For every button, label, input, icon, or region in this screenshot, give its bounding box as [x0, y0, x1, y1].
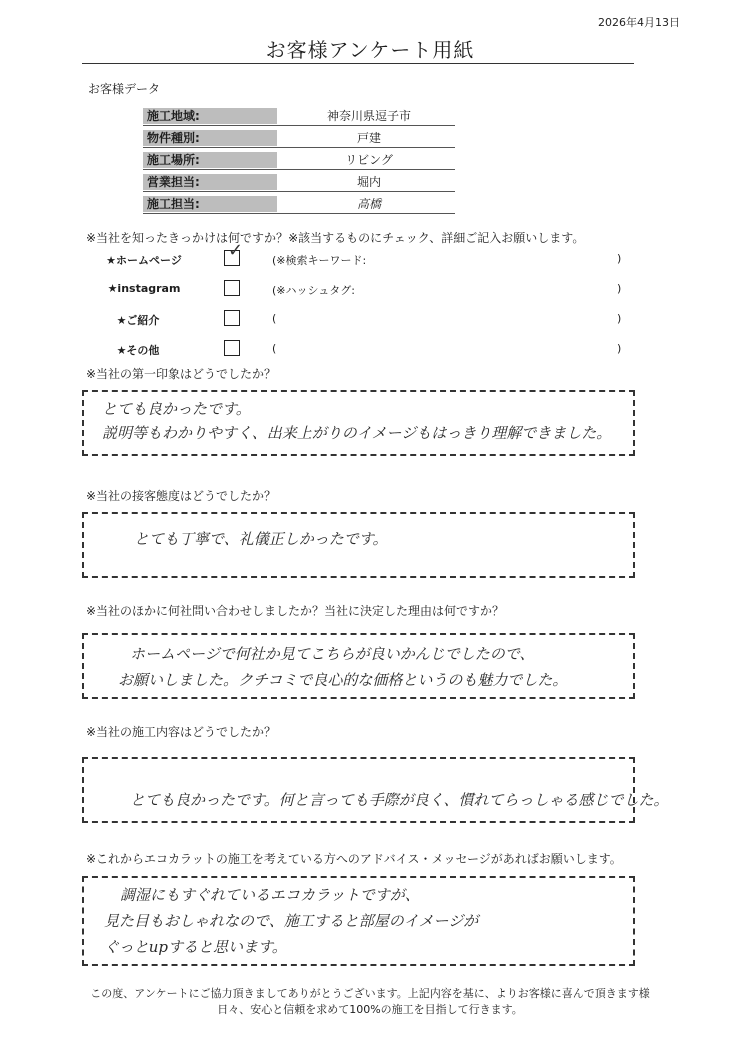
source-options [0, 240, 740, 364]
customer-label: 施工場所: [143, 152, 277, 168]
customer-value-handwritten: 高橋 [356, 197, 381, 211]
handwritten-answer-line: 見た目もおしゃれなので、施工すると部屋のイメージが [104, 912, 479, 930]
option-label: ★その他 [116, 344, 160, 357]
question-how-found [86, 229, 584, 246]
handwritten-answer-line: お願いしました。クチコミで良心的な価格というのも魅力でした。 [118, 671, 568, 689]
option-instagram [0, 278, 740, 302]
answer-box-other-companies [82, 633, 635, 699]
customer-value: 神奈川県逗子市 [326, 109, 411, 123]
answer-box-work-quality [82, 757, 669, 823]
row-divider [143, 169, 455, 170]
question-text: ※当社を知ったきっかけは何ですか？ [86, 231, 289, 245]
option-detail: ( [272, 312, 277, 325]
check-mark-icon: ✓ [228, 240, 244, 261]
question-other-companies: ※当社のほかに何社問い合わせしましたか？当社に決定した理由は何ですか？ [86, 604, 505, 618]
option-label: ★ご紹介 [116, 314, 160, 327]
answer-box-first-impression [82, 390, 635, 456]
row-divider [143, 213, 455, 214]
customer-label: 営業担当: [143, 174, 277, 190]
option-checkbox[interactable] [224, 310, 240, 326]
handwritten-answer-line: 調湿にもすぐれているエコカラットですが、 [120, 886, 420, 904]
customer-value: 堀内 [356, 175, 381, 189]
question-work-quality: ※当社の施工内容はどうでしたか？ [86, 725, 277, 739]
row-divider [143, 147, 455, 148]
option-detail: (※ハッシュタグ: [272, 284, 355, 297]
handwritten-answer-line: とても丁寧で、礼儀正しかったです。 [134, 530, 388, 548]
customer-row-sales-rep [143, 172, 455, 192]
answer-box-advice [82, 876, 635, 966]
question-customer-service: ※当社の接客態度はどうでしたか？ [86, 489, 277, 503]
handwritten-answer-line: とても良かったです。何と言っても手際が良く、慣れてらっしゃる感じでした。 [130, 791, 669, 809]
customer-label: 施工地域: [143, 108, 277, 124]
handwritten-answer-line: ぐっとupすると思います。 [104, 938, 287, 956]
customer-row-location [143, 150, 455, 170]
option-referral [0, 308, 740, 332]
instruction-text: ※該当するものにチェック、詳細ご記入お願いします。 [288, 231, 585, 245]
customer-value: リビング [345, 153, 393, 167]
handwritten-answer-line: 説明等もわかりやすく、出来上がりのイメージもはっきり理解できました。 [102, 424, 612, 442]
option-detail-close: ) [617, 252, 622, 265]
row-divider [143, 191, 455, 192]
customer-row-property-type [143, 128, 455, 148]
option-detail-close: ) [617, 342, 622, 355]
option-detail-close: ) [617, 282, 622, 295]
option-label: ★instagram [107, 282, 181, 295]
option-other [0, 338, 740, 362]
option-homepage [0, 240, 740, 272]
row-divider [143, 125, 455, 126]
option-detail: ( [272, 342, 277, 355]
option-detail-close: ) [617, 312, 622, 325]
option-label: ★ホームページ [106, 254, 182, 267]
option-checkbox[interactable] [224, 280, 240, 296]
answer-box-customer-service [82, 512, 635, 578]
title-divider [82, 63, 634, 64]
footer-commitment: 日々、安心と信頼を求めて100%の施工を目指して行きます。 [217, 1003, 523, 1016]
question-advice: ※これからエコカラットの施工を考えている方へのアドバイス・メッセージがあればお願いします。 [86, 852, 622, 866]
customer-label: 施工担当: [143, 196, 277, 212]
customer-label: 物件種別: [143, 130, 277, 146]
customer-value: 戸建 [356, 131, 381, 145]
customer-data-heading: お客様データ [88, 82, 161, 96]
option-checkbox[interactable] [224, 340, 240, 356]
question-first-impression: ※当社の第一印象はどうでしたか？ [86, 367, 277, 381]
handwritten-answer-line: ホームページで何社か見てこちらが良いかんじでしたので、 [130, 645, 535, 663]
page-title: お客様アンケート用紙 [265, 38, 475, 62]
customer-row-installer [143, 194, 455, 214]
handwritten-answer-line: とても良かったです。 [102, 400, 251, 418]
survey-date: 2026年4月13日 [598, 16, 680, 29]
option-detail: (※検索キーワード: [272, 254, 367, 267]
customer-row-area [143, 106, 455, 126]
footer-thanks: この度、アンケートにご協力頂きましてありがとうございます。上記内容を基に、よりお客様に喜んで頂きます様 [90, 987, 650, 1000]
